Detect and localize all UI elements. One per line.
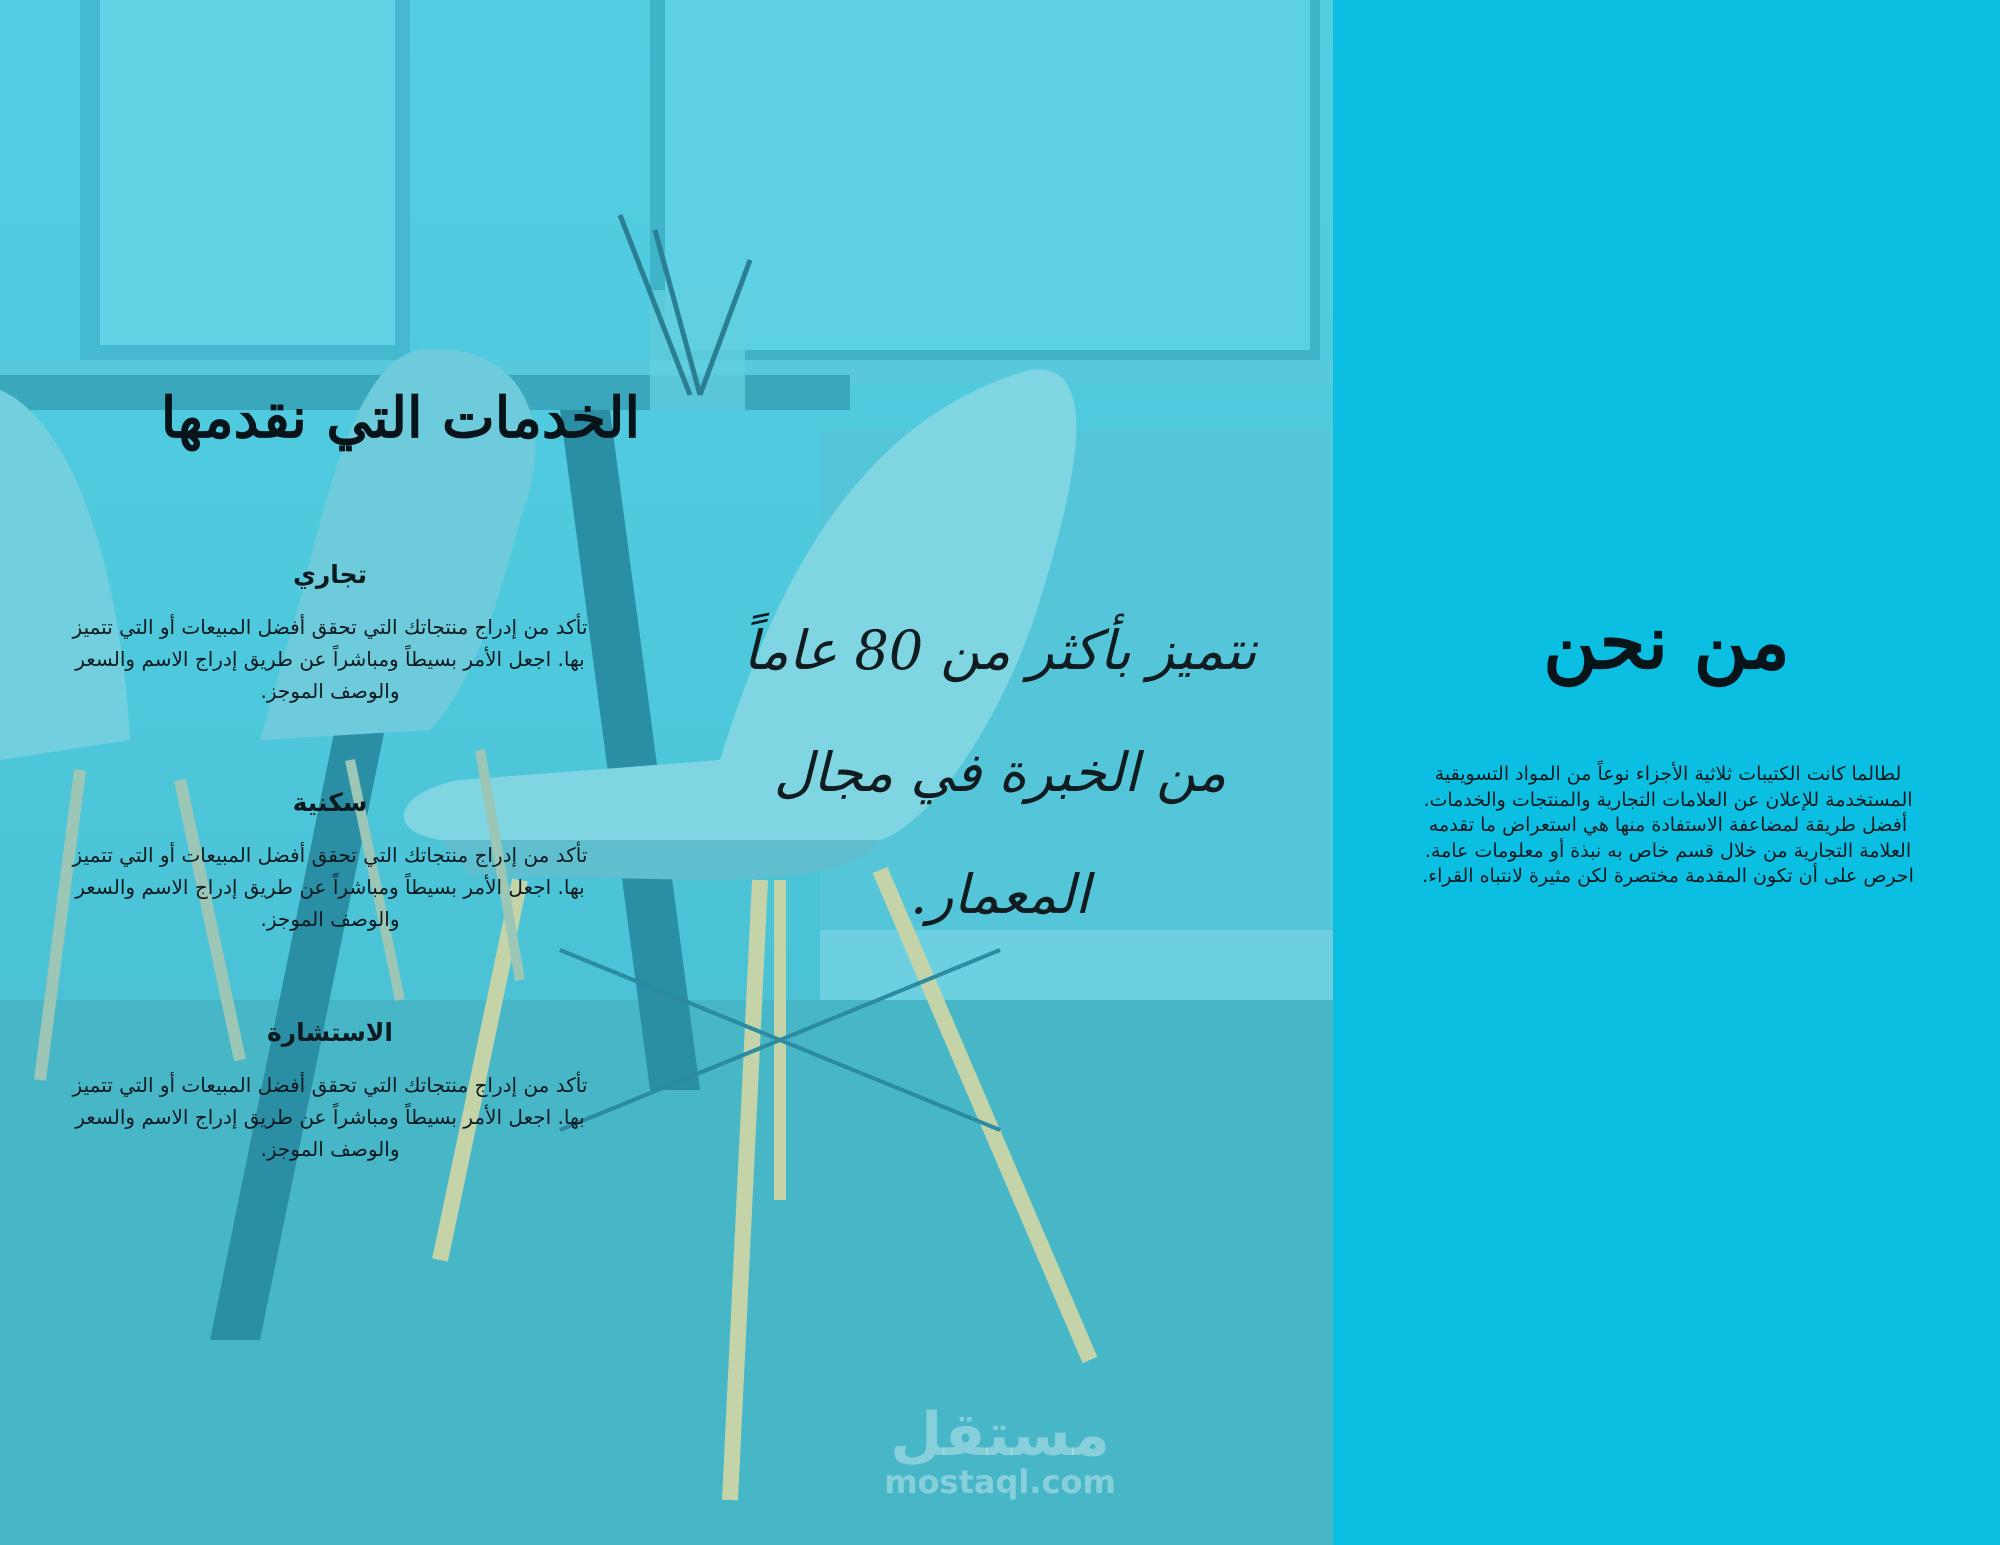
about-description: لطالما كانت الكتيبات ثلاثية الأجزاء نوعاً من المواد التسويقية المستخدمة للإعلان عن العلامات التجارية والمنتجات والخدمات. أفضل طريقة لمضاعفة الاستفادة منها هي استعراض ما تقدمه العلامة التجارية من خلال قسم خاص به نبذة أو معلومات عامة. احرص على أن تكون المقدمة مختصرة لكن مثيرة لانتباه القراء.	[1422, 763, 1914, 887]
services-title: الخدمات التي نقدمها	[160, 385, 640, 451]
about-title: من نحن	[1543, 600, 1790, 686]
service-consulting	[60, 1018, 600, 1165]
about-panel	[1333, 0, 2000, 1545]
service-residential	[60, 788, 600, 935]
watermark-logo: مستقل	[890, 1400, 1110, 1470]
service-commercial	[60, 560, 600, 707]
service-description: تأكد من إدراج منتجاتك التي تحقق أفضل المبيعات أو التي تتميز بها. اجعل الأمر بسيطاً ومباشراً عن طريق إدراج الاسم والسعر والوصف الموجز.	[72, 615, 588, 703]
service-heading: تجاري	[292, 560, 368, 589]
service-description: تأكد من إدراج منتجاتك التي تحقق أفضل المبيعات أو التي تتميز بها. اجعل الأمر بسيطاً ومباشراً عن طريق إدراج الاسم والسعر والوصف الموجز.	[72, 843, 588, 931]
service-heading: سكنية	[292, 788, 368, 817]
mostaql-watermark	[870, 1400, 1130, 1501]
service-heading: الاستشارة	[267, 1018, 393, 1047]
service-description: تأكد من إدراج منتجاتك التي تحقق أفضل المبيعات أو التي تتميز بها. اجعل الأمر بسيطاً ومباشراً عن طريق إدراج الاسم والسعر والوصف الموجز.	[72, 1073, 588, 1161]
watermark-url: mostaql.com	[884, 1463, 1116, 1501]
experience-tagline: نتميز بأكثر من 80 عاماً من الخبرة في مجال المعمار.	[743, 619, 1257, 926]
